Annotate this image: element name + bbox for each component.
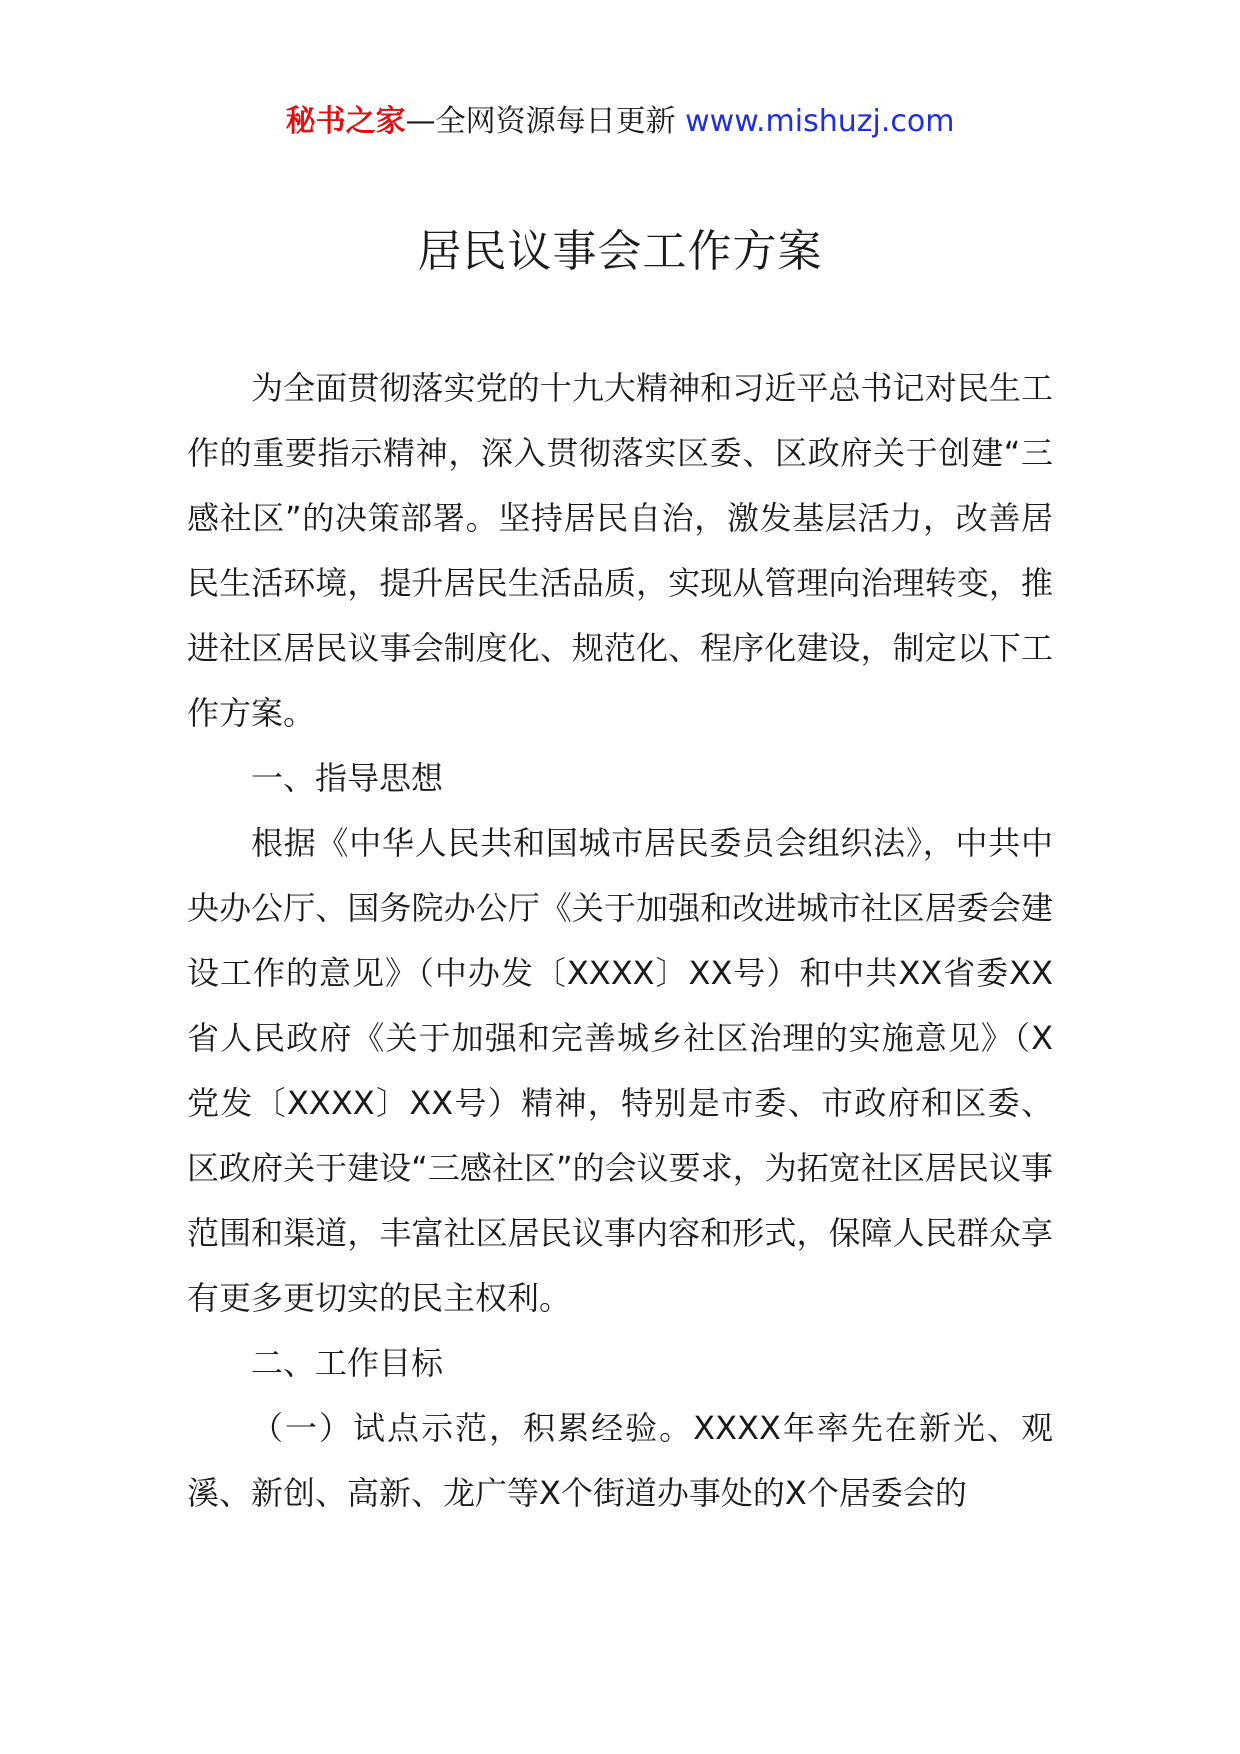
- intro-paragraph: 为全面贯彻落实党的十九大精神和习近平总书记对民生工作的重要指示精神，深入贯彻落实区委、区政府关于创建“三感社区”的决策部署。坚持居民自治，激发基层活力，改善居民生活环境，提升居民生活品质，实现从管理向治理转变，推进社区居民议事会制度化、规范化、程序化建设，制定以下工作方案。: [187, 369, 1053, 732]
- document-title: 居民议事会工作方案: [417, 226, 823, 277]
- site-brand: 秘书之家: [285, 104, 406, 139]
- work-goals-paragraph: （一）试点示范，积累经验。XXXX年率先在新光、观溪、新创、高新、龙广等X个街道办事处的X个居委会的: [187, 1409, 1053, 1512]
- site-header: [0, 100, 1240, 144]
- document-body: [187, 356, 1053, 1526]
- section-heading-guiding-ideology: 一、指导思想: [251, 759, 444, 797]
- section-heading-work-goals: 二、工作目标: [251, 1344, 444, 1382]
- guiding-ideology-paragraph: 根据《中华人民共和国城市居民委员会组织法》，中共中央办公厅、国务院办公厅《关于加强和改进城市社区居委会建设工作的意见》（中办发〔XXXX〕XX号）和中共XX省委XX省人民政府《关于加强和完善城乡社区治理的实施意见》（X党发〔XXXX〕XX号）精神，特别是市委、市政府和区委、区政府关于建设“三感社区”的会议要求，为拓宽社区居民议事范围和渠道，丰富社区居民议事内容和形式，保障人民群众享有更多更切实的民主权利。: [187, 824, 1053, 1317]
- site-url-link[interactable]: www.mishuzj.com: [685, 104, 955, 139]
- site-slogan: —全网资源每日更新: [405, 104, 686, 139]
